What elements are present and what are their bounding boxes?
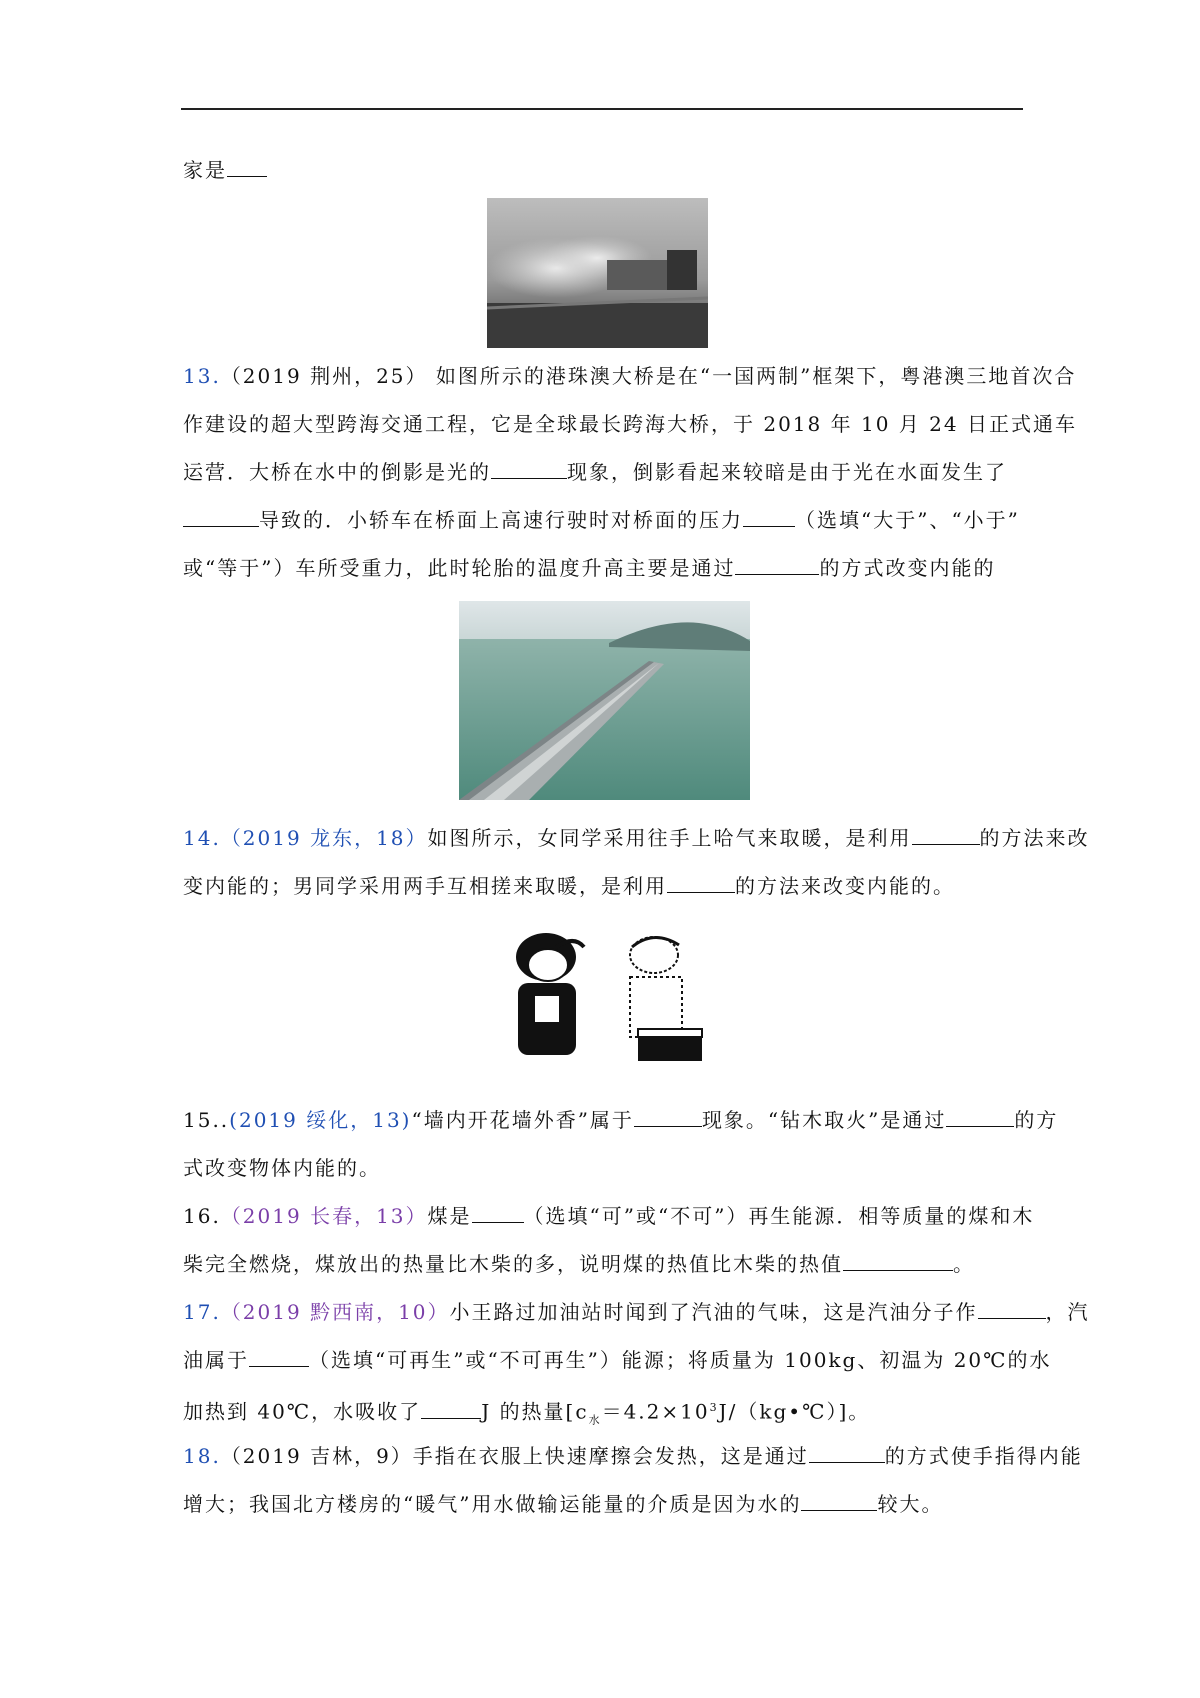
answer-blank bbox=[421, 1400, 481, 1419]
q12-tail bbox=[183, 156, 267, 184]
q16-line1 bbox=[183, 1202, 1034, 1230]
q16-text: 。 bbox=[953, 1252, 975, 1276]
q14-source: （2019 龙东，18） bbox=[220, 826, 428, 850]
q16-number: 16. bbox=[183, 1204, 221, 1228]
q17-text: J/（kg•℃）]。 bbox=[718, 1399, 871, 1424]
q13-line5 bbox=[183, 554, 995, 582]
q14-text: 如图所示，女同学采用往手上哈气来取暖，是利用 bbox=[427, 826, 912, 850]
header-rule bbox=[181, 108, 1023, 110]
q17-text: （选填“可再生”或“不可再生”）能源；将质量为 100kg、初温为 20℃的水 bbox=[309, 1348, 1052, 1372]
answer-blank bbox=[912, 826, 980, 845]
q17-source: （2019 黔西南，10） bbox=[220, 1300, 450, 1324]
q18-text: （2019 吉林，9）手指在衣服上快速摩擦会发热，这是通过 bbox=[220, 1444, 809, 1468]
q18-number: 18. bbox=[183, 1444, 221, 1468]
q17-text: ，汽 bbox=[1045, 1300, 1090, 1324]
q17-superscript: 3 bbox=[709, 1401, 719, 1414]
q17-number: 17. bbox=[183, 1300, 221, 1324]
q13-number: 13. bbox=[183, 364, 221, 388]
answer-blank bbox=[743, 508, 795, 527]
q13-text: （选填“大于”、“小于” bbox=[795, 508, 1020, 532]
q13-line2 bbox=[183, 410, 1077, 438]
q15-text: 式改变物体内能的。 bbox=[183, 1156, 381, 1180]
q17-text: ＝4.2×10 bbox=[601, 1399, 710, 1424]
q16-text: 柴完全燃烧，煤放出的热量比木柴的多，说明煤的热值比木柴的热值 bbox=[183, 1252, 843, 1276]
q13-text: （2019 荆州，25） 如图所示的港珠澳大桥是在“一国两制”框架下，粤港澳三地首次合 bbox=[220, 364, 1077, 388]
q13-text: 导致的．小轿车在桥面上高速行驶时对桥面的压力 bbox=[259, 508, 743, 532]
q15-line2 bbox=[183, 1154, 381, 1182]
q13-text: 现象，倒影看起来较暗是由于光在水面发生了 bbox=[567, 460, 1007, 484]
q16-text: （选填“可”或“不可”）再生能源．相等质量的煤和木 bbox=[523, 1204, 1035, 1228]
q13-line3 bbox=[183, 458, 1007, 486]
q13-text: 或“等于”）车所受重力，此时轮胎的温度升高主要是通过 bbox=[183, 556, 736, 580]
q14-line1 bbox=[183, 824, 1090, 852]
q15-number: 15.. bbox=[183, 1108, 230, 1132]
answer-blank bbox=[667, 874, 735, 893]
q15-text: 现象。“钻木取火”是通过 bbox=[701, 1108, 947, 1132]
answer-blank bbox=[472, 1204, 524, 1223]
q15-text: “墙内开花墙外香”属于 bbox=[411, 1108, 634, 1132]
q15-source: (2019 绥化，13) bbox=[229, 1108, 412, 1132]
answer-blank bbox=[978, 1300, 1046, 1319]
q17-text: 加热到 40℃，水吸收了 bbox=[183, 1399, 422, 1424]
q17-line2 bbox=[183, 1346, 1052, 1374]
answer-blank bbox=[809, 1444, 885, 1463]
q18-text: 较大。 bbox=[877, 1492, 944, 1516]
students-warming-hands-drawing bbox=[504, 925, 716, 1073]
q18-line2 bbox=[183, 1490, 943, 1518]
q16-text: 煤是 bbox=[427, 1204, 472, 1228]
q14-number: 14. bbox=[183, 826, 221, 850]
q17-line3 bbox=[183, 1394, 870, 1435]
answer-blank bbox=[491, 460, 567, 479]
q12-tail-text: 家是 bbox=[183, 158, 227, 182]
q13-text: 作建设的超大型跨海交通工程，它是全球最长跨海大桥，于 2018 年 10 月 24 日正式通车 bbox=[183, 412, 1077, 436]
q13-text: 运营．大桥在水中的倒影是光的 bbox=[183, 460, 491, 484]
answer-blank bbox=[946, 1108, 1014, 1127]
q17-text: J 的热量[c bbox=[481, 1399, 589, 1424]
q14-text: 变内能的；男同学采用两手互相搓来取暖，是利用 bbox=[183, 874, 667, 898]
q17-text: 油属于 bbox=[183, 1348, 249, 1372]
q15-text: 的方 bbox=[1014, 1108, 1059, 1132]
q15-line1 bbox=[183, 1106, 1058, 1134]
answer-blank bbox=[183, 508, 259, 527]
q14-line2 bbox=[183, 872, 955, 900]
answer-blank bbox=[843, 1252, 953, 1271]
q17-subscript: 水 bbox=[588, 1413, 602, 1427]
bridge-photo bbox=[459, 601, 750, 800]
answer-blank bbox=[735, 556, 819, 575]
q13-line1 bbox=[183, 362, 1076, 390]
q16-source: （2019 长春，13） bbox=[220, 1204, 428, 1228]
answer-blank bbox=[801, 1492, 877, 1511]
answer-blank bbox=[249, 1348, 309, 1367]
q18-line1 bbox=[183, 1442, 1083, 1470]
q14-text: 的方法来改 bbox=[979, 826, 1090, 850]
q18-text: 的方式使手指得内能 bbox=[884, 1444, 1083, 1468]
q18-text: 增大；我国北方楼房的“暖气”用水做输运能量的介质是因为水的 bbox=[183, 1492, 802, 1516]
q14-text: 的方法来改变内能的。 bbox=[735, 874, 955, 898]
q16-line2 bbox=[183, 1250, 975, 1278]
answer-blank bbox=[634, 1108, 702, 1127]
smoke-truck-photo bbox=[487, 198, 708, 348]
q13-text: 的方式改变内能的 bbox=[819, 556, 996, 580]
q17-line1 bbox=[183, 1298, 1090, 1326]
answer-blank bbox=[227, 158, 267, 177]
q13-line4 bbox=[183, 506, 1020, 534]
q17-text: 小王路过加油站时闻到了汽油的气味，这是汽油分子作 bbox=[449, 1300, 978, 1324]
